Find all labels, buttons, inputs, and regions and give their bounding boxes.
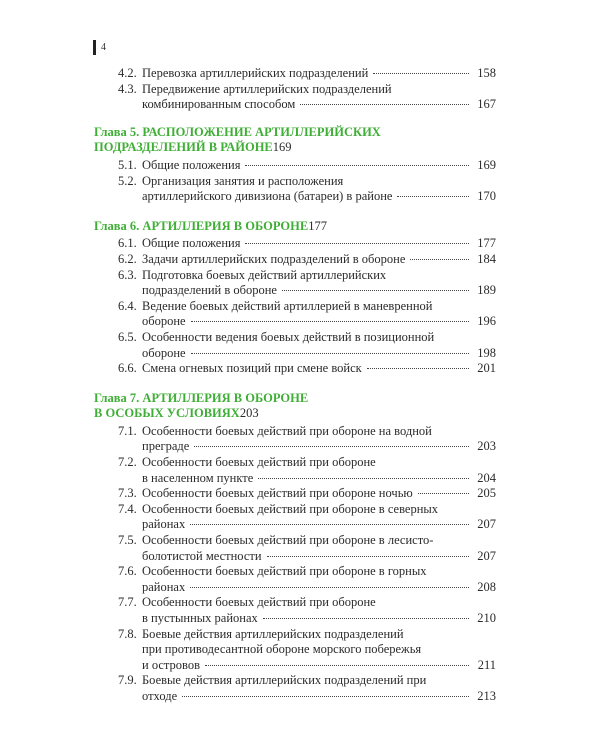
section-title (142, 673, 496, 704)
section-title (142, 502, 496, 533)
section-title (142, 158, 496, 174)
page-ref[interactable]: 208 (477, 579, 496, 594)
page-marker-bar (93, 40, 96, 55)
dot-leader (190, 587, 469, 588)
section-title (142, 533, 496, 564)
section-number: 5.2. (118, 173, 137, 188)
toc-line-text: болотистой местности (142, 548, 262, 563)
page-ref[interactable]: 184 (477, 251, 496, 266)
page-ref[interactable]: 207 (477, 517, 496, 532)
section-number: 7.6. (118, 564, 137, 579)
toc-line (142, 533, 496, 549)
dot-leader (300, 104, 469, 105)
section-number: 7.7. (118, 595, 137, 610)
toc-line (142, 455, 496, 471)
section-number: 6.4. (118, 298, 137, 313)
toc-line (142, 361, 496, 377)
toc-line-text: В ОСОБЫХ УСЛОВИЯХ (94, 406, 240, 421)
dot-leader (245, 165, 469, 166)
toc-line-text: Передвижение артиллерийских подразделений (142, 81, 392, 96)
dot-leader (258, 478, 469, 479)
chapter7-heading[interactable] (94, 391, 496, 422)
section-title (142, 299, 496, 330)
section-title (142, 424, 496, 455)
toc-entry[interactable] (94, 533, 496, 564)
page-number: 4 (101, 42, 106, 53)
toc-line-text: Боевые действия артиллерийских подразделений (142, 626, 404, 641)
toc-line-text: Особенности ведения боевых действий в позиционной (142, 329, 435, 344)
section-title (142, 66, 496, 82)
toc-line (142, 66, 496, 82)
toc-line-text: артиллерийского дивизиона (батареи) в районе (142, 189, 393, 204)
section-title (142, 82, 496, 113)
section-number: 7.4. (118, 501, 137, 516)
toc-line (142, 439, 496, 455)
toc-line (142, 517, 496, 533)
section-number: 5.1. (118, 157, 137, 172)
toc-line-text: в населенном пункте (142, 470, 254, 485)
page-ref[interactable]: 204 (477, 470, 496, 485)
section-title (142, 361, 496, 377)
dot-leader (267, 556, 469, 557)
toc-line (142, 673, 496, 689)
section-number: 7.2. (118, 455, 137, 470)
toc-entry[interactable] (94, 299, 496, 330)
toc-line (94, 219, 496, 235)
toc-line (142, 471, 496, 487)
section-number: 7.8. (118, 626, 137, 641)
toc-entry[interactable] (94, 673, 496, 704)
toc-line-text: при противодесантной обороне морского побережья (142, 642, 422, 657)
toc-line (142, 97, 496, 113)
page-ref[interactable]: 177 (477, 236, 496, 251)
toc-line-text: Особенности боевых действий при обороне (142, 595, 376, 610)
section-number: 4.2. (118, 66, 137, 80)
section-title (142, 236, 496, 252)
page-ref[interactable]: 213 (477, 688, 496, 703)
section-number: 6.2. (118, 251, 137, 266)
toc-entry[interactable] (94, 174, 496, 205)
toc-line (142, 595, 496, 611)
toc-line-text: Особенности боевых действий при обороне (142, 455, 376, 470)
toc-line-text: Общие положения (142, 236, 241, 251)
dot-leader (190, 524, 469, 525)
toc-line (142, 299, 496, 315)
page-ref[interactable]: 203 (239, 406, 259, 421)
toc-entry[interactable] (94, 268, 496, 299)
section-title (142, 627, 496, 674)
section-title (142, 595, 496, 626)
page-ref[interactable]: 201 (477, 361, 496, 376)
section-number: 4.3. (118, 81, 137, 96)
toc-line-text: Боевые действия артиллерийских подразделений при (142, 673, 427, 688)
toc-entry[interactable] (94, 82, 496, 113)
dot-leader (194, 446, 469, 447)
page-number-marker (93, 40, 106, 55)
page-ref[interactable]: 177 (308, 218, 327, 233)
section-title (142, 564, 496, 595)
toc-line (142, 82, 496, 98)
toc-line (142, 346, 496, 362)
toc-line-text: районах (142, 579, 186, 594)
chapter5-heading[interactable] (94, 125, 496, 156)
page-ref[interactable]: 167 (477, 97, 496, 112)
toc-entry[interactable] (94, 502, 496, 533)
toc-line-text: Глава 5. РАСПОЛОЖЕНИЕ АРТИЛЛЕРИЙСКИХ (94, 124, 381, 139)
table-of-contents (94, 66, 496, 705)
toc-line-text: Смена огневых позиций при смене войск (142, 361, 362, 376)
toc-entry[interactable] (94, 252, 496, 268)
dot-leader (191, 353, 469, 354)
toc-entry[interactable] (94, 486, 496, 502)
toc-line-text: Глава 6. АРТИЛЛЕРИЯ В ОБОРОНЕ (94, 218, 309, 233)
toc-line-text: и островов (142, 657, 201, 672)
toc-entry[interactable] (94, 66, 496, 82)
toc-entry[interactable] (94, 361, 496, 377)
toc-line (142, 283, 496, 299)
toc-line (94, 125, 496, 141)
toc-line-text: отходе (142, 688, 178, 703)
toc-line (142, 158, 496, 174)
dot-leader (282, 290, 469, 291)
section-number: 7.3. (118, 486, 137, 501)
page-ref[interactable]: 196 (477, 314, 496, 329)
toc-line (142, 502, 496, 518)
section-title (142, 330, 496, 361)
section-number: 6.6. (118, 361, 137, 376)
toc-line (142, 268, 496, 284)
toc-line-text: Задачи артиллерийских подразделений в обороне (142, 251, 406, 266)
dot-leader (205, 665, 469, 666)
toc-line-text: обороне (142, 345, 186, 360)
section-title (142, 174, 496, 205)
dot-leader (373, 73, 469, 74)
toc-entry[interactable] (94, 455, 496, 486)
toc-line-text: подразделений в обороне (142, 283, 277, 298)
toc-line (94, 406, 496, 422)
section-title (142, 455, 496, 486)
dot-leader (245, 243, 469, 244)
toc-line (142, 189, 496, 205)
toc-line-text: Особенности боевых действий при обороне в лесисто- (142, 533, 434, 548)
toc-line-text: в пустынных районах (142, 611, 258, 625)
toc-line-text: Особенности боевых действий при обороне ночью (142, 486, 413, 501)
page-ref[interactable]: 210 (477, 611, 496, 625)
dot-leader (410, 259, 469, 260)
toc-line-text: комбинированным способом (142, 97, 296, 112)
section-number: 6.5. (118, 329, 137, 344)
page-ref[interactable]: 170 (477, 189, 496, 204)
toc-line (142, 330, 496, 346)
toc-entry[interactable] (94, 236, 496, 252)
toc-line (142, 627, 496, 643)
toc-line (142, 174, 496, 190)
toc-line (142, 642, 496, 658)
toc-line-text: Организация занятия и расположения (142, 173, 344, 188)
toc-line (142, 611, 496, 627)
toc-line (142, 564, 496, 580)
toc-line-text: преграде (142, 439, 190, 454)
page-ref[interactable]: 189 (477, 283, 496, 298)
section-number: 6.1. (118, 236, 137, 251)
section-title (142, 486, 496, 502)
toc-line (142, 314, 496, 330)
toc-line-text: Перевозка артиллерийских подразделений (142, 66, 369, 80)
toc-line (142, 689, 496, 705)
toc-line (94, 140, 496, 156)
toc-line (94, 391, 496, 407)
dot-leader (191, 321, 469, 322)
dot-leader (182, 696, 469, 697)
page-ref[interactable]: 203 (477, 439, 496, 454)
toc-line (142, 424, 496, 440)
section-number: 7.1. (118, 423, 137, 438)
section-number: 7.9. (118, 673, 137, 688)
toc-entry[interactable] (94, 627, 496, 674)
section-title (142, 268, 496, 299)
chapter6-heading[interactable] (94, 219, 496, 235)
page-ref[interactable]: 169 (272, 140, 292, 155)
section-title (142, 252, 496, 268)
toc-line-text: Ведение боевых действий артиллерией в маневренной (142, 298, 433, 313)
toc-line (142, 236, 496, 252)
page-ref[interactable]: 207 (477, 548, 496, 563)
page-ref[interactable]: 158 (477, 66, 496, 80)
toc-line-text: обороне (142, 314, 186, 329)
toc-line-text: Особенности боевых действий при обороне в горных (142, 564, 427, 579)
dot-leader (418, 493, 469, 494)
toc-line-text: Общие положения (142, 157, 241, 172)
page-ref[interactable]: 205 (477, 486, 496, 501)
dot-leader (367, 368, 469, 369)
toc-entry[interactable] (94, 330, 496, 361)
page-ref[interactable]: 198 (477, 345, 496, 360)
toc-line-text: ПОДРАЗДЕЛЕНИЙ В РАЙОНЕ (94, 140, 273, 155)
toc-line-text: Особенности боевых действий при обороне в северных (142, 501, 439, 516)
toc-line (142, 658, 496, 674)
toc-line-text: районах (142, 517, 186, 532)
toc-entry[interactable] (94, 158, 496, 174)
toc-line-text: Особенности боевых действий при обороне на водной (142, 423, 432, 438)
toc-line-text: Глава 7. АРТИЛЛЕРИЯ В ОБОРОНЕ (94, 390, 309, 405)
dot-leader (263, 618, 469, 619)
toc-entry[interactable] (94, 564, 496, 595)
toc-entry[interactable] (94, 424, 496, 455)
toc-line (142, 486, 496, 502)
section-number: 6.3. (118, 267, 137, 282)
page-ref[interactable]: 211 (477, 657, 496, 672)
toc-line (142, 580, 496, 596)
toc-line (142, 549, 496, 565)
dot-leader (397, 196, 469, 197)
toc-entry[interactable] (94, 595, 496, 626)
page-ref[interactable]: 169 (477, 157, 496, 172)
toc-line (142, 252, 496, 268)
section-number: 7.5. (118, 533, 137, 548)
toc-line-text: Подготовка боевых действий артиллерийских (142, 267, 387, 282)
